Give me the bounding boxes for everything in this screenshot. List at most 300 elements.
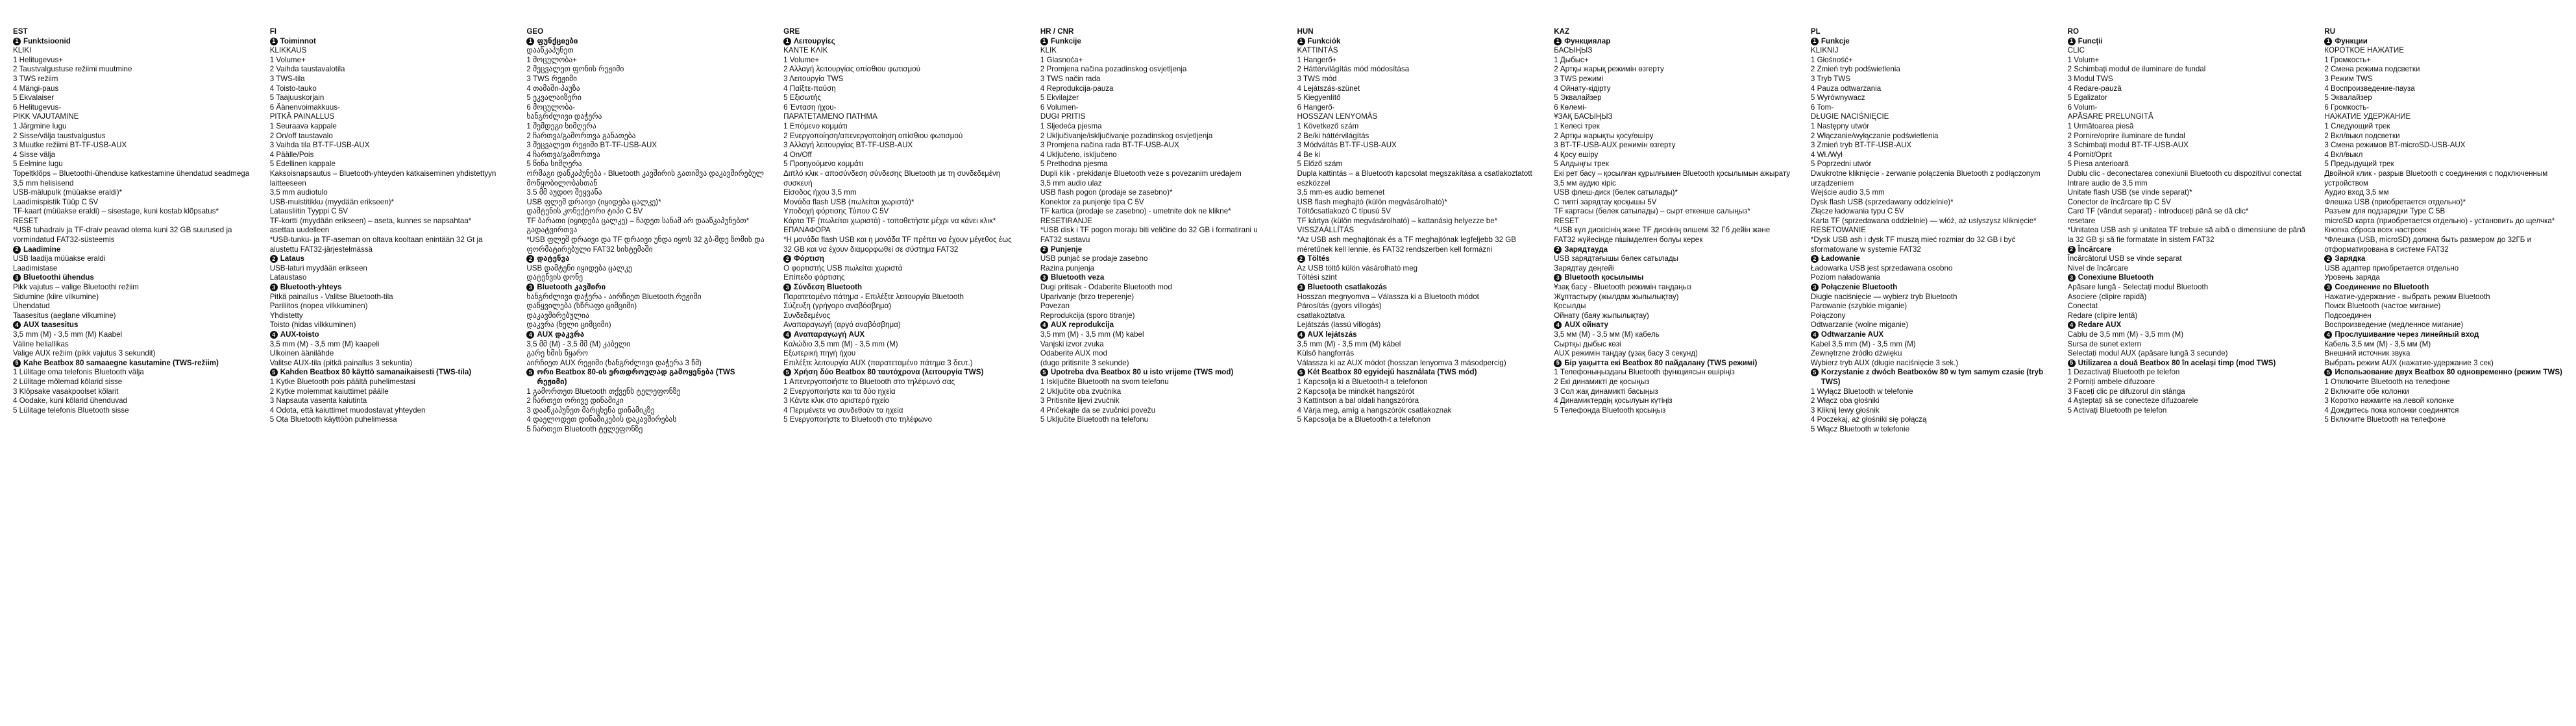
instruction-line: 2 On/off taustavalo (269, 131, 333, 140)
instruction-line: 5 Activați Bluetooth pe telefon (2067, 405, 2167, 415)
instruction-line: Odtwarzanie (wolne miganie) (1810, 321, 1909, 330)
language-column (270, 27, 509, 720)
instruction-line: 1 Głośność+ (1810, 55, 1853, 64)
section-number-badge: 5 (2068, 359, 2076, 367)
instruction-line: Złącze ładowania typu C 5V (1810, 207, 1904, 216)
section-title-text: დატენვა (537, 254, 570, 263)
instruction-line: 1 Volume+ (269, 55, 306, 64)
instruction-line: Зарядтау деңгейі (1554, 263, 1614, 272)
section-number-badge: 1 (2068, 38, 2076, 45)
section-title (270, 330, 509, 340)
section-number-badge: 3 (1811, 284, 1819, 291)
section-title-text: Bluetooth csatlakozás (1307, 283, 1387, 292)
instruction-line: DŁUGIE NACIŚNIĘCIE (1810, 112, 1889, 121)
instruction-line: 3 Klõpsake vasakpoolset kõlarit (13, 387, 119, 396)
instruction-line: Καλώδιο 3,5 mm (M) - 3,5 mm (M) (783, 339, 898, 348)
instruction-line: Yhdistetty (269, 311, 303, 320)
instruction-line: აირჩიეთ AUX რეჟიმი (ხანგრძლივი დაჭერა 3 წმ) (526, 358, 702, 367)
instruction-line: USB flash meghajtó (külön megvásárolható)* (1297, 197, 1447, 206)
instruction-line: KATTINTÁS (1297, 46, 1338, 55)
language-code: HUN (1297, 27, 1314, 36)
instruction-line: ხანგრძლივი დაჭერა - აირჩიეთ Bluetooth რეჟიმი (526, 292, 702, 301)
instruction-line: 2 Kapcsolja be mindkét hangszórót (1297, 387, 1414, 396)
instruction-line: Topeltklõps – Bluetoothi-ühenduse katkestamine ühendatud seadmega (13, 169, 250, 178)
instruction-line: 4 დაელოდეთ დინამიკების დაკავშირებას (526, 415, 677, 424)
section-title-text: Бір уақытта екі Beatbox 80 пайдалану (TWS режимі) (1564, 358, 1758, 367)
instruction-line: KLIK (1040, 46, 1057, 55)
instruction-line: PIKK VAJUTAMINE (13, 112, 79, 121)
section-title (13, 321, 252, 330)
instruction-line: 2 Sisse/välja taustvalgustus (13, 131, 106, 140)
instruction-line: 4 Päälle/Pois (269, 150, 314, 159)
instruction-line: 3 Tryb TWS (1810, 74, 1850, 83)
section-title (783, 254, 1022, 264)
instruction-line: 4 Pričekajte da se zvučnici povežu (1040, 405, 1156, 415)
instruction-line: 3.5 მმ აუდიო შეყვანა (526, 188, 602, 197)
instruction-line: 6 მოცულობა- (526, 103, 576, 112)
instruction-line: 6 Helitugevus- (13, 103, 62, 112)
section-title-text: Зарядка (2335, 254, 2366, 263)
instruction-line: Ұзақ басу - Bluetooth режимін таңдаңыз (1554, 283, 1692, 292)
instruction-line: 2 Schimbați modul de iluminare de fundal (2067, 65, 2206, 74)
instruction-line: Pikk vajutus – valige Bluetoothi režiim (13, 283, 139, 292)
instruction-line: 3 შეცვალეთ რეჟიმი BT-TF-USB-AUX (526, 141, 657, 150)
section-title-text: Λειτουργίες (794, 36, 835, 45)
section-number-badge: 2 (1297, 255, 1305, 263)
language-column (1811, 27, 2050, 720)
instruction-line: 5 Ota Bluetooth käyttöön puhelimessa (269, 415, 397, 424)
section-number-badge: 3 (783, 284, 791, 291)
section-number-badge: 2 (1040, 246, 1048, 254)
instruction-line: 1 Wyłącz Bluetooth w telefonie (1810, 387, 1913, 396)
instruction-line: VISSZAÁLLÍTÁS (1297, 226, 1355, 235)
instruction-line: 1 Громкость+ (2324, 55, 2372, 64)
instruction-line: TF ბარათი (იყიდება ცალკე) – ჩადეთ სანამ არ დააწკაპუნებთ* (526, 216, 750, 225)
language-column (783, 27, 1022, 720)
instruction-line: დააწკაპუნეთ (526, 46, 574, 55)
instruction-line: 4 Be ki (1297, 150, 1320, 159)
instruction-line: 4 Lejátszás-szünet (1297, 84, 1360, 93)
instruction-line: RESETOWANIE (1810, 226, 1866, 235)
instruction-line: 3 TWS-tila (269, 74, 305, 83)
instruction-line: USB-mälupulk (müüakse eraldi)* (13, 188, 123, 197)
instruction-line: Екі рет басу – қосылған құрылғымен Bluetooth қосылымын ажырату (1554, 169, 1791, 178)
instruction-line: 5 Включите Bluetooth на телефоне (2324, 415, 2446, 424)
section-title (1040, 321, 1279, 330)
instruction-line: 3 Promjena načina rada BT-TF-USB-AUX (1040, 141, 1179, 150)
instruction-line: 3 Módváltás BT-TF-USB-AUX (1297, 141, 1397, 150)
instruction-line: 1 Lülitage oma telefonis Bluetooth välja (13, 368, 144, 377)
instruction-line: Conectat (2067, 302, 2098, 311)
instruction-line: დატენვის დონე (526, 273, 583, 282)
section-title-text: Funkcje (1821, 36, 1850, 45)
instruction-line: 1 Hangerő+ (1297, 55, 1337, 64)
instruction-line: C типті зарядтау қосқышы 5V (1554, 197, 1657, 206)
instruction-line: 3 Режим TWS (2324, 74, 2373, 83)
instruction-line: RESET (13, 216, 38, 225)
language-code: KAZ (1554, 27, 1570, 36)
instruction-line: 1 მოცულობა+ (526, 55, 578, 64)
instruction-line: Töltőcsatlakozó C típusú 5V (1297, 207, 1391, 216)
instruction-line: 3 Αλλαγή λειτουργίας BT-TF-USB-AUX (783, 141, 913, 150)
section-title-text: AUX დაკვრა (537, 330, 585, 339)
section-title-text: Bluetooth veza (1050, 273, 1105, 282)
instruction-line: 1 Sljedeća pjesma (1040, 121, 1102, 130)
language-code: RU (2324, 27, 2336, 36)
instruction-line: დაწყვილება (სწრაფი ციმციმი) (526, 302, 637, 311)
instruction-line: КОРОТКОЕ НАЖАТИЕ (2324, 46, 2404, 55)
section-number-badge: 3 (270, 284, 278, 291)
instruction-line: 2 Включите обе колонки (2324, 387, 2409, 396)
instruction-line: KLIKNIJ (1810, 46, 1839, 55)
instruction-line: Συνδεδεμένος (783, 311, 831, 320)
instruction-line: 2 Pornire/oprire iluminare de fundal (2067, 131, 2185, 140)
instruction-line: 5 Алдыңғы трек (1554, 160, 1609, 169)
instruction-line: Επιλέξτε λειτουργία AUX (παρατεταμένο πάτημα 3 δευτ.) (783, 358, 973, 367)
instruction-line: Zewnętrzne źródło dźwięku (1810, 349, 1902, 358)
instruction-line: USB-laturi myydään erikseen (269, 263, 367, 272)
instruction-line: Pitkä painallus - Valitse Bluetooth-tila (269, 292, 393, 301)
section-title (526, 368, 765, 387)
instruction-line: *USB күл дискісінің және TF дискінің өлшемі 32 Гб дейін және FAT32 жүйесінде пішімделген болуы керек (1554, 226, 1771, 245)
instruction-line: 5 Kiegyenlítő (1297, 93, 1341, 103)
instruction-line: 1 Следующий трек (2324, 121, 2390, 130)
section-title-text: Upotreba dva Beatbox 80 u isto vrijeme (TWS mod) (1050, 368, 1234, 377)
instruction-line: Povezan (1040, 302, 1070, 311)
section-title (1040, 37, 1279, 47)
instruction-line: 3,5 mm audiotulo (269, 188, 328, 197)
instruction-line: CLIC (2067, 46, 2085, 55)
section-number-badge: 1 (783, 38, 791, 45)
instruction-line: Card TF (vândut separat) - introduceți până se dă clic* (2067, 207, 2249, 216)
section-number-badge: 2 (783, 255, 791, 263)
instruction-line: KLIKI (13, 46, 32, 55)
instruction-line: 1 შემდეგი სიმღერა (526, 121, 596, 130)
instruction-line: 5 Piesa anterioară (2067, 160, 2129, 169)
section-title-text: Φόρτιση (794, 254, 824, 263)
section-number-badge: 4 (1297, 331, 1305, 339)
instruction-line: 3 Pritisnite lijevi zvučnik (1040, 396, 1120, 405)
instruction-line: Wybierz tryb AUX (długie naciśnięcie 3 sek.) (1810, 358, 1959, 367)
section-title-text: Funkcije (1050, 36, 1081, 45)
instruction-line: 6 Volum- (2067, 103, 2098, 112)
section-number-badge: 5 (270, 369, 278, 376)
instruction-line: 3 Schimbați modul BT-TF-USB-AUX (2067, 141, 2189, 150)
instruction-line: 3,5 mm (M) - 3,5 mm (M) Kaabel (13, 330, 123, 339)
section-number-badge: 1 (1811, 38, 1819, 45)
instruction-line: *Η μονάδα flash USB και η μονάδα TF πρέπει να έχουν μέγεθος έως 32 GB και να έχουν διαμορφωθεί σε σύστημα FAT32 (783, 236, 1012, 254)
instruction-line: 5 წინა სიმღერა (526, 160, 582, 169)
instruction-line: 2 Αλλαγή λειτουργίας οπίσθιου φωτισμού (783, 65, 920, 74)
instruction-line: 6 Volumen- (1040, 103, 1079, 112)
section-title (2068, 273, 2307, 283)
instruction-line: 5 Włącz Bluetooth w telefonie (1810, 424, 1910, 433)
instruction-line: Παρατεταμένο πάτημα - Επιλέξτε λειτουργία Bluetooth (783, 292, 964, 301)
instruction-line: Unitate flash USB (se vinde separat)* (2067, 188, 2192, 197)
instruction-line: 4 Poczekaj, aż głośniki się połączą (1810, 415, 1927, 424)
instruction-line: გადატვირთვა (526, 226, 578, 235)
instruction-line: ორმაგი დაწკაპუნება - Bluetooth კავშირის გათიშვა დაკავშირებულ მოწყობილობასთან (526, 169, 764, 188)
section-title-text: Зарядтауда (1564, 245, 1608, 254)
instruction-line: 2 Zmień tryb podświetlenia (1810, 65, 1900, 74)
section-title-text: ორი Beatbox 80-ის ერთდროულად გამოყენება (TWS რეჟიმი) (537, 368, 735, 386)
instruction-line: Conector de încărcare tip C 5V (2067, 197, 2171, 206)
section-title-text: Bluetooth კავშირი (537, 283, 606, 292)
instruction-line: USB flash pogon (prodaje se zasebno)* (1040, 188, 1173, 197)
instruction-line: Sursa de sunet extern (2067, 339, 2142, 348)
section-title-text: Redare AUX (2078, 321, 2122, 330)
instruction-line: 5 Προηγούμενο κομμάτι (783, 160, 863, 169)
instruction-line: БАСЫҢЫЗ (1554, 46, 1593, 55)
section-title-text: Funcții (2078, 36, 2103, 45)
instruction-line: 2 Екі динамикті де қосыңыз (1554, 377, 1650, 386)
section-title (1297, 368, 1536, 378)
instruction-line: Asociere (clipire rapidă) (2067, 292, 2147, 301)
instruction-line: Laadimispistik Tüüp C 5V (13, 197, 99, 206)
language-column (1297, 27, 1536, 720)
instruction-line: დამტენის კონექტორი ტიპი C 5V (526, 207, 643, 216)
instruction-line: 1 Następny utwór (1810, 121, 1870, 130)
section-number-badge: 2 (1554, 246, 1562, 254)
instruction-line: USB ფლეშ დრაივი (იყიდება ცალკე)* (526, 197, 661, 206)
instruction-line: 5 Эквалайзер (2324, 93, 2372, 103)
instruction-line: 2 Артқы жарық режимін өзгерту (1554, 65, 1664, 74)
instruction-line: Lataustaso (269, 273, 307, 282)
section-title (2324, 330, 2563, 340)
instruction-line: 3 BT-TF-USB-AUX режимін өзгерту (1554, 141, 1676, 150)
instruction-line: 4 Sisse välja (13, 150, 56, 159)
instruction-line: Двойной клик - разрыв Bluetooth с соединения с подключенным устройством (2324, 169, 2548, 188)
instruction-line: 3 Napsauta vasenta kaiutinta (269, 396, 367, 405)
section-number-badge: 4 (526, 331, 534, 339)
section-title-text: AUX ойнату (1564, 321, 1608, 330)
section-number-badge: 3 (2324, 284, 2332, 291)
instruction-line: 3 TWS način rada (1040, 74, 1101, 83)
instruction-line: 4 Reprodukcija-pauza (1040, 84, 1114, 93)
instruction-line: 1 Volume+ (783, 55, 820, 64)
instruction-line: RESET (1554, 216, 1579, 225)
instruction-line: USB punjač se prodaje zasebno (1040, 254, 1148, 263)
section-title-text: ფუნქციები (537, 36, 578, 45)
section-number-badge: 5 (783, 369, 791, 376)
instruction-line: 3 დააწკაპუნეთ მარცხენა დინამიკზე (526, 405, 655, 415)
instruction-line: Latausliitin Tyyppi C 5V (269, 207, 348, 216)
section-title (1297, 254, 1536, 264)
section-title (526, 37, 765, 47)
instruction-line: USB флеш-диск (бөлек сатылады)* (1554, 188, 1678, 197)
instruction-line: RESETIRANJE (1040, 216, 1092, 225)
instruction-line: 6 Көлемі- (1554, 103, 1587, 112)
instruction-line: 2 Ενεργοποίηση/απενεργοποίηση οπίσθιου φωτισμού (783, 131, 963, 140)
instruction-line: Қосылды (1554, 302, 1586, 311)
instruction-line: 3 TWS режимі (1554, 74, 1604, 83)
instruction-line: 1 Următoarea piesă (2067, 121, 2134, 130)
language-code: FI (269, 27, 277, 36)
instruction-line: microSD карта (приобретается отдельно) - установить до щелчка* (2324, 216, 2555, 225)
instruction-line: Wejście audio 3,5 mm (1810, 188, 1885, 197)
instruction-line: 5 Ekvalaiser (13, 93, 55, 103)
section-title (270, 254, 509, 264)
instruction-line: 3 TWS režiim (13, 74, 58, 83)
instruction-line: USB დამტენი იყიდება ცალკე (526, 263, 632, 272)
instruction-line: AUX режимін таңдау (ұзақ басу 3 секунд) (1554, 349, 1698, 358)
section-number-badge: 4 (1040, 321, 1048, 329)
instruction-line: ΚΑΝΤΕ ΚΛΙΚ (783, 46, 828, 55)
instruction-line: Διπλό κλικ - αποσύνδεση σύνδεσης Bluetooth με τη συνδεδεμένη συσκευή (783, 169, 1001, 188)
instruction-line: 1 Következő szám (1297, 121, 1359, 130)
section-title (1811, 37, 2050, 47)
instruction-line: 1 Келесі трек (1554, 121, 1600, 130)
instruction-line: 3 Zmień tryb BT-TF-USB-AUX (1810, 141, 1912, 150)
section-number-badge: 2 (2324, 255, 2332, 263)
language-column (2068, 27, 2307, 720)
instruction-line: TF kártya (külön megvásárolható) – kattanásig helyezze be* (1297, 216, 1498, 225)
section-number-badge: 1 (270, 38, 278, 45)
section-title-text: AUX lejátszás (1307, 330, 1357, 339)
instruction-line: 2 Włączanie/wyłączanie podświetlenia (1810, 131, 1939, 140)
instruction-line: Dupli klik - prekidanje Bluetooth veze s povezanim uređajem (1040, 169, 1242, 178)
instruction-line: Κάρτα TF (πωλείται χωριστά) - τοποθετήστε μέχρι να κάνει κλικ* (783, 216, 996, 225)
section-title-text: Funkciók (1307, 36, 1341, 45)
section-title-text: Lataus (280, 254, 305, 263)
instruction-line: 5 Wyrównywacz (1810, 93, 1865, 103)
instruction-line: 4 Παίξτε-παύση (783, 84, 836, 93)
instruction-line: Toisto (hidas vilkkuminen) (269, 321, 356, 330)
instruction-line: Kaksoisnapsautus – Bluetooth-yhteyden katkaiseminen yhdistettyyn laitteeseen (269, 169, 497, 188)
instruction-line: *Unitatea USB ash și unitatea TF trebuie să aibă o dimensiune de până la 32 GB și să fie formatate în sistem FAT32 (2067, 226, 2306, 245)
instruction-line: 6 Hangerő- (1297, 103, 1335, 112)
section-title-text: Kahden Beatbox 80 käyttö samanaikaisesti (TWS-tila) (280, 368, 472, 377)
instruction-line: 1 Дыбыс+ (1554, 55, 1589, 64)
instruction-line: Флешка USB (приобретается отдельно)* (2324, 197, 2466, 206)
instruction-line: Нажатие-удержание - выбрать режим Bluetooth (2324, 292, 2490, 301)
instruction-line: 1 Kapcsolja ki a Bluetooth-t a telefonon (1297, 377, 1428, 386)
section-title (1297, 283, 1536, 293)
instruction-line: 6 Tom- (1810, 103, 1834, 112)
instruction-line: Уровень заряда (2324, 273, 2380, 282)
instruction-line: 3 Modul TWS (2067, 74, 2113, 83)
instruction-line: *USB tuhadraiv ja TF-draiv peavad olema kuni 32 GB suurused ja vormindatud FAT32-süsteemis (13, 226, 232, 245)
instruction-line: Vanjski izvor zvuka (1040, 339, 1104, 348)
instruction-line: 3 Vaihda tila BT-TF-USB-AUX (269, 141, 370, 150)
instruction-line: დაკვრა (ნელი ციმციმი) (526, 321, 611, 330)
section-title (526, 254, 765, 264)
section-title (2068, 245, 2307, 255)
instruction-line: TF-kortti (myydään erikseen) – aseta, kunnes se napsahtaa* (269, 216, 472, 225)
instruction-line: გარე ხმის წყარო (526, 349, 588, 358)
instruction-line: Είσοδος ήχου 3,5 mm (783, 188, 857, 197)
section-number-badge: 5 (1297, 369, 1305, 376)
instruction-line: 3,5 mm audio ulaz (1040, 178, 1102, 188)
instruction-line: Taasesitus (aeglane vilkumine) (13, 311, 116, 320)
section-number-badge: 5 (13, 359, 21, 367)
section-title (783, 330, 1022, 340)
instruction-line: USB laadija müüakse eraldi (13, 254, 106, 263)
language-code: RO (2067, 27, 2079, 36)
instruction-line: ხანგრძლივი დაჭერა (526, 112, 602, 121)
section-title-text: AUX reprodukcija (1050, 321, 1114, 330)
instruction-line: Dublu clic - deconectarea conexiunii Bluetooth cu dispozitivul conectat (2067, 169, 2301, 178)
section-number-badge: 5 (526, 369, 534, 376)
section-title-text: Laadimine (23, 245, 61, 254)
section-title (526, 283, 765, 293)
instruction-line: 5 Taajuuskorjain (269, 93, 325, 103)
instruction-line: Długie naciśnięcie — wybierz tryb Bluetooth (1810, 292, 1957, 301)
instruction-line: *Az USB ash meghajtónak és a TF meghajtónak legfeljebb 32 GB méretűnek kell lennie, és FAT32 rendszerben kell formázni (1297, 236, 1517, 254)
instruction-line: 4 Ойнату-кідірту (1554, 84, 1611, 93)
instruction-line: 4 Oodake, kuni kõlarid ühenduvad (13, 396, 127, 405)
instruction-line: Nivel de încărcare (2067, 263, 2129, 272)
section-number-badge: 3 (2068, 274, 2076, 282)
instruction-line: resetare (2067, 216, 2096, 225)
instruction-line: 5 Lülitage telefonis Bluetooth sisse (13, 405, 129, 415)
instruction-line: 5 Eelmine lugu (13, 160, 63, 169)
instruction-line: USB адаптер приобретается отдельно (2324, 263, 2459, 272)
section-number-badge: 3 (1040, 274, 1048, 282)
section-title (1811, 330, 2050, 340)
instruction-line: 3,5 mm-es audio bemenet (1297, 188, 1385, 197)
section-number-badge: 2 (13, 246, 21, 254)
section-title-text: Прослушивание через линейный вход (2335, 330, 2479, 339)
instruction-line: 5 Poprzedni utwór (1810, 160, 1872, 169)
instruction-line: 3,5 mm (M) - 3,5 mm (M) kabel (1040, 330, 1144, 339)
instruction-line: Az USB töltő külön vásárolható meg (1297, 263, 1418, 272)
instruction-line: DUGI PRITIS (1040, 112, 1086, 121)
instruction-line: TF kartica (prodaje se zasebno) - umetnite dok ne klikne* (1040, 207, 1231, 216)
instruction-line: USB-muistitikku (myydään erikseen)* (269, 197, 395, 206)
instruction-line: Поиск Bluetooth (частое мигание) (2324, 302, 2441, 311)
instruction-line: Selectați modul AUX (apăsare lungă 3 secunde) (2067, 349, 2228, 358)
instruction-line: csatlakoztatva (1297, 311, 1345, 320)
section-title-text: Toiminnot (280, 36, 316, 45)
instruction-line: 5 Edellinen kappale (269, 160, 336, 169)
section-number-badge: 3 (13, 274, 21, 282)
instruction-line: 1 Телефоныңыздағы Bluetooth функциясын өшіріңіз (1554, 368, 1735, 377)
instruction-line: Подсоединен (2324, 311, 2372, 320)
instruction-line: 4 თამაში-პაუზა (526, 84, 580, 93)
section-number-badge: 3 (1554, 274, 1562, 282)
instruction-line: Karta TF (sprzedawana oddzielnie) — włóż, aż usłyszysz kliknięcie* (1810, 216, 2037, 225)
language-column (526, 27, 765, 720)
section-title-text: Bluetoothi ühendus (23, 273, 94, 282)
instruction-line: 6 Äänenvoimakkuus- (269, 103, 340, 112)
instruction-line: 5 ჩართეთ Bluetooth ტელეფონზე (526, 424, 643, 433)
instruction-line: 2 Włącz oba głośniki (1810, 396, 1880, 405)
language-column (13, 27, 252, 720)
section-number-badge: 4 (2324, 331, 2332, 339)
section-title-text: Punjenje (1050, 245, 1083, 254)
instruction-line: 2 Lülitage mõlemad kõlarid sisse (13, 377, 123, 386)
section-number-badge: 1 (13, 38, 21, 45)
section-title (783, 283, 1022, 293)
instruction-line: 2 Taustvalgustuse režiimi muutmine (13, 65, 132, 74)
instruction-line: 1 Isključite Bluetooth na svom telefonu (1040, 377, 1169, 386)
section-number-badge: 1 (1040, 38, 1048, 45)
section-title-text: Αναπαραγωγή AUX (794, 330, 865, 339)
instruction-line: 1 Kytke Bluetooth pois päältä puhelimestasi (269, 377, 415, 386)
section-number-badge: 2 (2068, 246, 2076, 254)
section-title-text: Odtwarzanie AUX (1821, 330, 1884, 339)
instruction-line: 3 Коротко нажмите на левой колонке (2324, 396, 2455, 405)
instruction-line: Cablu de 3,5 mm (M) - 3,5 mm (M) (2067, 330, 2184, 339)
instruction-line: 5 Prethodna pjesma (1040, 160, 1108, 169)
instruction-line: 1 Επόμενο κομμάτι (783, 121, 848, 130)
instruction-line: 2 Uključivanje/isključivanje pozadinskog osvjetljenja (1040, 131, 1213, 140)
instruction-line: Razina punjenja (1040, 263, 1094, 272)
section-title (783, 37, 1022, 47)
instruction-line: Reprodukcija (sporo titranje) (1040, 311, 1135, 320)
section-title-text: Σύνδεση Bluetooth (794, 283, 863, 292)
